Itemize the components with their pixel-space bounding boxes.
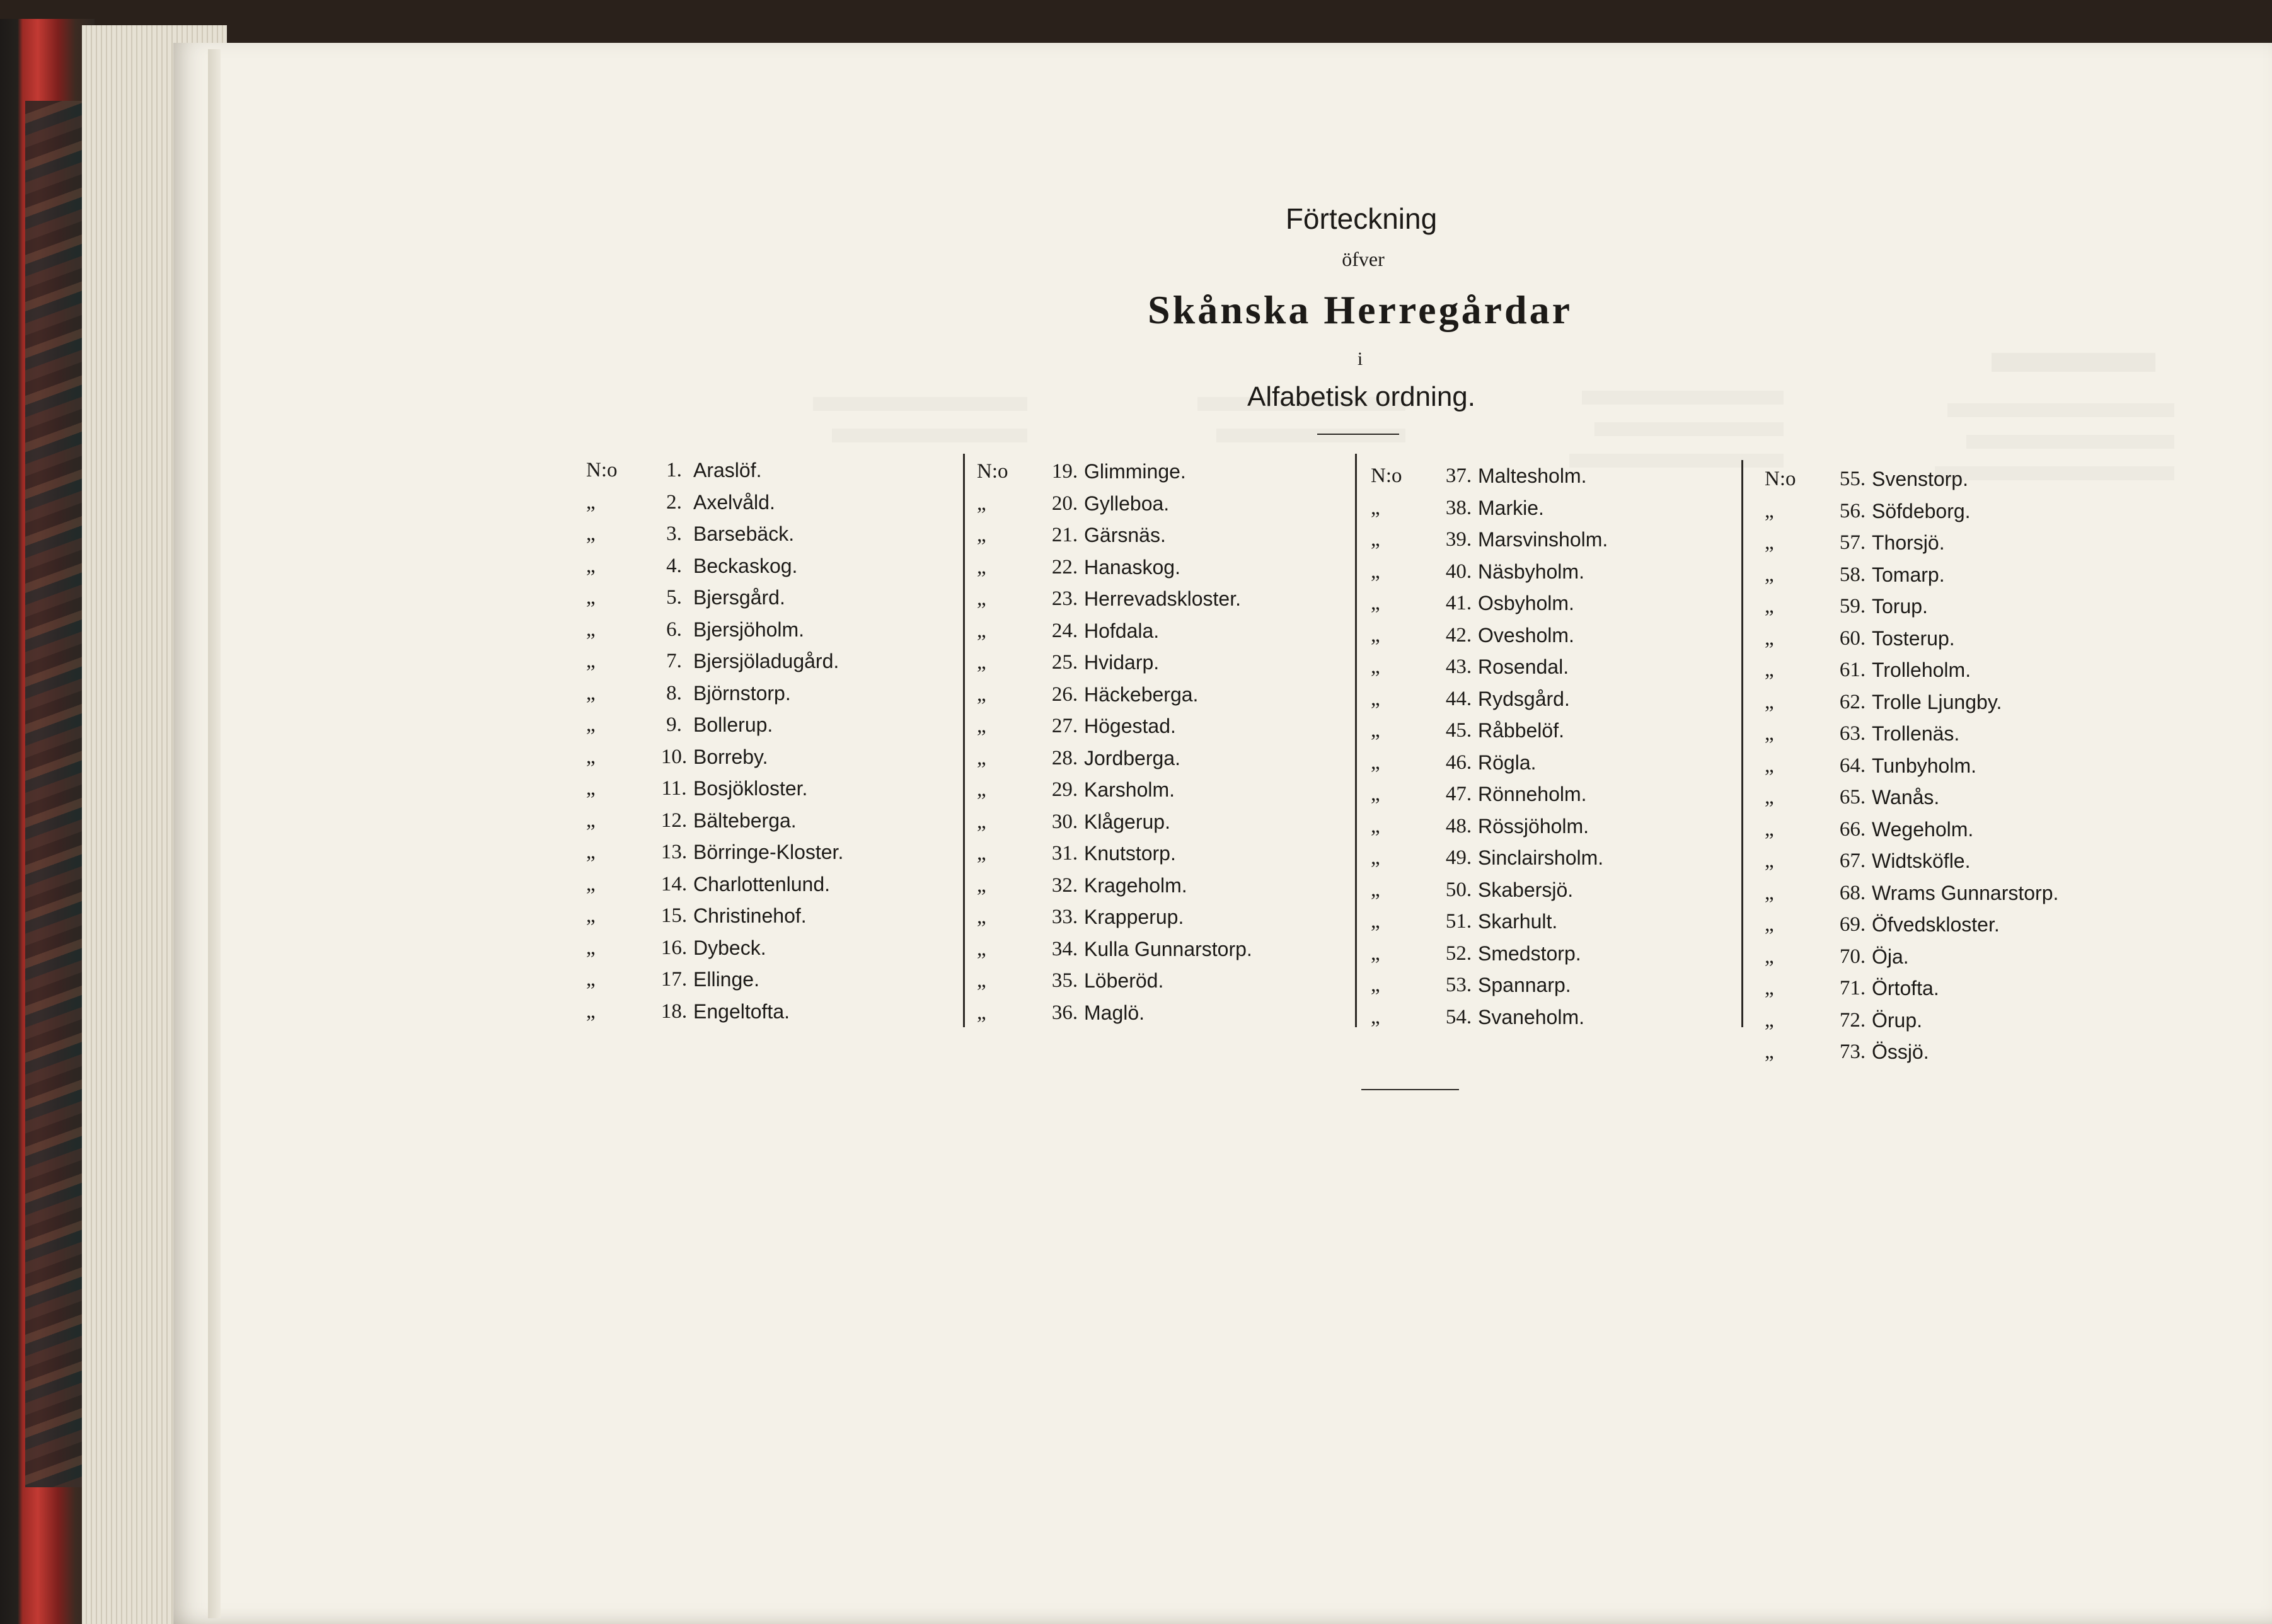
- entry-number: 37.: [1445, 464, 1472, 487]
- entry-number: 69.: [1839, 913, 1866, 936]
- entry-name: Glimminge.: [1084, 460, 1186, 483]
- entry-number: 63.: [1839, 722, 1866, 745]
- entry-name: Krapperup.: [1084, 906, 1184, 928]
- entry-number: 38.: [1445, 496, 1472, 519]
- entry-prefix: „: [1371, 974, 1380, 996]
- entry-number: 46.: [1445, 751, 1472, 774]
- entry-prefix: „: [586, 522, 596, 545]
- entry-prefix: „: [977, 651, 986, 674]
- entry-name: Rönneholm.: [1478, 783, 1587, 805]
- entry-name: Svenstorp.: [1872, 468, 1968, 490]
- entry-name: Jordberga.: [1084, 746, 1180, 769]
- entry-prefix: „: [586, 490, 596, 514]
- entry-name: Araslöf.: [693, 459, 762, 481]
- entry-prefix: „: [977, 619, 986, 642]
- entry-prefix: „: [1765, 977, 1774, 999]
- entry-number: 54.: [1445, 1005, 1472, 1028]
- entry-name: Krageholm.: [1084, 873, 1187, 897]
- entry-number: 28.: [1051, 746, 1078, 769]
- entry-prefix: „: [1765, 531, 1774, 554]
- entry-name: Löberöd.: [1084, 969, 1164, 992]
- entry-prefix: „: [1765, 1040, 1774, 1063]
- entry-name: Hofdala.: [1084, 619, 1160, 642]
- entry-name: Skarhult.: [1478, 910, 1558, 933]
- entry-number: 32.: [1051, 873, 1078, 897]
- index-column: [1371, 464, 1749, 1095]
- entry-number: 72.: [1839, 1008, 1866, 1032]
- entry-prefix: „: [1765, 849, 1774, 872]
- entry-number: 30.: [1051, 810, 1078, 833]
- entry-number: 19.: [1051, 460, 1078, 483]
- column-divider: [1355, 454, 1357, 1027]
- entry-number: 68.: [1839, 881, 1866, 904]
- bottom-rule: [1361, 1089, 1459, 1090]
- entry-name: Wrams Gunnarstorp.: [1872, 881, 2059, 904]
- entry-number: 66.: [1839, 817, 1866, 841]
- entry-name: Klågerup.: [1084, 810, 1170, 833]
- entry-name: Karsholm.: [1084, 778, 1175, 801]
- entry-number: 60.: [1839, 626, 1866, 650]
- entry-prefix: „: [1765, 945, 1774, 968]
- entry-name: Trolleholm.: [1872, 659, 1971, 681]
- entry-number: 65.: [1839, 786, 1866, 809]
- entry-name: Dybeck.: [693, 936, 766, 959]
- entry-number: 64.: [1839, 754, 1866, 777]
- heading-ofver: öfver: [1342, 248, 1385, 270]
- page-gutter: [208, 49, 221, 1618]
- heading-rule: [1317, 434, 1399, 435]
- entry-prefix: „: [586, 777, 596, 800]
- entry-prefix: „: [977, 715, 986, 737]
- entry-name: Rosendal.: [1478, 655, 1569, 678]
- entry-prefix: „: [1371, 592, 1380, 614]
- entry-number: 7.: [666, 650, 682, 672]
- entry-prefix: „: [586, 554, 596, 577]
- entry-name: Hvidarp.: [1084, 651, 1160, 674]
- entry-name: Trolle Ljungby.: [1872, 690, 2002, 713]
- entry-prefix: „: [977, 492, 986, 515]
- entry-name: Kulla Gunnarstorp.: [1084, 937, 1252, 960]
- entry-name: Ovesholm.: [1478, 623, 1574, 647]
- entry-number: 24.: [1051, 619, 1078, 642]
- entry-prefix: N:o: [1765, 468, 1796, 490]
- heading-i: i: [1357, 348, 1363, 369]
- page-title: Skånska Herregårdar: [1148, 287, 1572, 332]
- entry-number: 23.: [1051, 587, 1078, 610]
- entry-prefix: „: [586, 586, 596, 609]
- entry-prefix: „: [1765, 786, 1774, 809]
- marbled-endpaper: [25, 101, 85, 1487]
- entry-number: 4.: [666, 554, 682, 577]
- entry-name: Marsvinsholm.: [1478, 528, 1608, 551]
- entry-name: Skabersjö.: [1478, 878, 1574, 901]
- entry-name: Herrevadskloster.: [1084, 587, 1241, 610]
- entry-number: 35.: [1051, 969, 1078, 992]
- entry-prefix: „: [977, 873, 986, 897]
- entry-number: 49.: [1445, 846, 1472, 869]
- entry-prefix: N:o: [1371, 464, 1402, 487]
- entry-prefix: „: [1371, 528, 1380, 551]
- entry-prefix: „: [1371, 719, 1380, 742]
- entry-name: Borreby.: [693, 745, 768, 768]
- entry-prefix: „: [977, 746, 986, 769]
- entry-name: Tomarp.: [1872, 563, 1945, 586]
- entry-number: 18.: [660, 999, 688, 1023]
- entry-number: 36.: [1051, 1001, 1078, 1024]
- index-column: [977, 460, 1355, 1090]
- entry-name: Bosjökloster.: [693, 777, 808, 800]
- entry-number: 5.: [666, 586, 682, 609]
- entry-number: 43.: [1445, 655, 1472, 678]
- entry-number: 58.: [1839, 563, 1866, 586]
- entry-prefix: „: [977, 937, 986, 960]
- entry-prefix: „: [1765, 817, 1774, 841]
- entry-number: 40.: [1445, 560, 1472, 583]
- entry-number: 48.: [1445, 814, 1472, 838]
- entry-number: 12.: [660, 809, 688, 832]
- entry-number: 6.: [666, 618, 682, 641]
- entry-prefix: „: [1765, 1008, 1774, 1032]
- entry-prefix: „: [977, 778, 986, 801]
- entry-name: Näsbyholm.: [1478, 560, 1584, 583]
- entry-prefix: „: [1371, 687, 1380, 710]
- entry-prefix: „: [586, 968, 596, 991]
- entry-name: Thorsjö.: [1872, 531, 1945, 554]
- entry-name: Knutstorp.: [1084, 842, 1176, 865]
- entry-name: Öfvedskloster.: [1872, 913, 2000, 936]
- entry-number: 25.: [1051, 651, 1078, 674]
- column-divider: [963, 454, 965, 1027]
- entry-number: 3.: [666, 522, 682, 545]
- entry-name: Trollenäs.: [1872, 722, 1960, 745]
- entry-prefix: „: [586, 745, 596, 768]
- entry-name: Bjersjöladugård.: [693, 650, 839, 672]
- index-column: [586, 459, 964, 1089]
- entry-number: 17.: [660, 968, 688, 991]
- entry-name: Wegeholm.: [1872, 817, 1974, 841]
- entry-name: Hanaskog.: [1084, 555, 1180, 579]
- entry-number: 56.: [1839, 499, 1866, 522]
- entry-name: Söfdeborg.: [1872, 499, 1971, 522]
- entry-name: Össjö.: [1872, 1040, 1929, 1063]
- entry-number: 29.: [1051, 778, 1078, 801]
- entry-number: 57.: [1839, 531, 1866, 554]
- entry-prefix: „: [1765, 595, 1774, 618]
- entry-name: Axelvåld.: [693, 490, 775, 514]
- entry-number: 10.: [660, 745, 688, 768]
- entry-name: Widtsköfle.: [1872, 849, 1971, 872]
- entry-prefix: „: [1765, 659, 1774, 681]
- entry-prefix: „: [1765, 563, 1774, 586]
- entry-name: Börringe-Kloster.: [693, 841, 844, 863]
- entry-number: 50.: [1445, 878, 1472, 901]
- entry-name: Charlottenlund.: [693, 872, 831, 896]
- entry-name: Torup.: [1872, 595, 1928, 618]
- entry-prefix: „: [586, 872, 596, 896]
- entry-name: Markie.: [1478, 496, 1544, 519]
- entry-number: 33.: [1051, 906, 1078, 928]
- entry-name: Beckaskog.: [693, 554, 798, 577]
- entry-name: Råbbelöf.: [1478, 719, 1564, 742]
- entry-prefix: „: [1765, 626, 1774, 650]
- entry-prefix: „: [1765, 690, 1774, 713]
- heading-alfabetisk: Alfabetisk ordning.: [1247, 381, 1475, 412]
- entry-number: 59.: [1839, 595, 1866, 618]
- entry-name: Örup.: [1872, 1008, 1923, 1032]
- entry-prefix: „: [977, 524, 986, 546]
- entry-prefix: „: [586, 841, 596, 863]
- entry-prefix: „: [977, 587, 986, 610]
- entry-number: 44.: [1445, 687, 1472, 710]
- entry-prefix: „: [586, 936, 596, 959]
- entry-number: 71.: [1839, 977, 1866, 999]
- entry-number: 73.: [1839, 1040, 1866, 1063]
- entry-number: 61.: [1839, 659, 1866, 681]
- entry-number: 1.: [666, 459, 682, 481]
- entry-name: Gärsnäs.: [1084, 524, 1166, 546]
- entry-prefix: „: [586, 618, 596, 641]
- entry-number: 47.: [1445, 783, 1472, 805]
- entry-prefix: „: [1371, 751, 1380, 774]
- heading-forteckning: Förteckning: [1285, 202, 1438, 235]
- entry-number: 67.: [1839, 849, 1866, 872]
- entry-name: Maglö.: [1084, 1001, 1145, 1024]
- entry-prefix: „: [1765, 499, 1774, 522]
- entry-name: Tunbyholm.: [1872, 754, 1976, 777]
- entry-name: Bjersgård.: [693, 586, 785, 609]
- entry-prefix: „: [977, 969, 986, 992]
- entry-number: 26.: [1051, 682, 1078, 706]
- entry-prefix: „: [1371, 1005, 1380, 1028]
- entry-prefix: „: [1765, 881, 1774, 904]
- entry-prefix: „: [586, 713, 596, 736]
- entry-prefix: „: [1371, 560, 1380, 583]
- entry-prefix: „: [1765, 754, 1774, 777]
- entry-name: Christinehof.: [693, 904, 807, 927]
- entry-number: 9.: [666, 713, 682, 736]
- entry-name: Barsebäck.: [693, 522, 795, 545]
- entry-name: Sinclairsholm.: [1478, 846, 1604, 869]
- entry-number: 16.: [660, 936, 688, 959]
- entry-number: 22.: [1051, 555, 1078, 579]
- entry-number: 13.: [660, 841, 688, 863]
- entry-prefix: „: [1371, 814, 1380, 838]
- entry-name: Osbyholm.: [1478, 592, 1574, 614]
- entry-name: Rögla.: [1478, 751, 1537, 774]
- entry-number: 11.: [661, 777, 687, 800]
- entry-number: 2.: [666, 490, 682, 514]
- entry-prefix: „: [1371, 655, 1380, 678]
- entry-number: 31.: [1051, 842, 1078, 865]
- entry-name: Engeltofta.: [693, 999, 790, 1023]
- entry-name: Maltesholm.: [1478, 464, 1587, 487]
- entry-prefix: „: [1371, 783, 1380, 805]
- entry-number: 51.: [1445, 910, 1472, 933]
- entry-prefix: „: [1371, 878, 1380, 901]
- column-divider: [1741, 460, 1743, 1027]
- entry-number: 34.: [1051, 937, 1078, 960]
- entry-prefix: „: [1371, 910, 1380, 933]
- entry-prefix: „: [586, 904, 596, 927]
- entry-number: 8.: [666, 681, 682, 705]
- entry-name: Spannarp.: [1478, 974, 1571, 996]
- entry-prefix: „: [1765, 722, 1774, 745]
- entry-prefix: „: [977, 906, 986, 928]
- entry-prefix: N:o: [977, 460, 1008, 483]
- entry-name: Bollerup.: [693, 713, 773, 736]
- entry-prefix: „: [1371, 846, 1380, 869]
- entry-prefix: „: [586, 999, 596, 1023]
- entry-number: 41.: [1445, 592, 1472, 614]
- entry-name: Bjersjöholm.: [693, 618, 805, 641]
- entry-prefix: „: [586, 681, 596, 705]
- entry-prefix: „: [1765, 913, 1774, 936]
- entry-prefix: „: [977, 682, 986, 706]
- entry-number: 20.: [1051, 492, 1078, 515]
- entry-number: 52.: [1445, 942, 1472, 965]
- entry-name: Gylleboa.: [1084, 492, 1170, 515]
- entry-prefix: N:o: [586, 459, 618, 481]
- entry-prefix: „: [977, 555, 986, 579]
- entry-name: Svaneholm.: [1478, 1005, 1584, 1028]
- entry-name: Ellinge.: [693, 968, 759, 991]
- entry-number: 70.: [1839, 945, 1866, 968]
- entry-number: 62.: [1839, 690, 1866, 713]
- entry-name: Öja.: [1872, 945, 1909, 968]
- entry-name: Örtofta.: [1872, 977, 1939, 999]
- entry-name: Wanås.: [1872, 786, 1940, 809]
- entry-prefix: „: [586, 809, 596, 832]
- entry-prefix: „: [1371, 942, 1380, 965]
- entry-number: 45.: [1445, 719, 1472, 742]
- entry-number: 27.: [1051, 715, 1078, 737]
- entry-prefix: „: [586, 650, 596, 672]
- entry-name: Tosterup.: [1872, 626, 1955, 650]
- entry-prefix: „: [977, 1001, 986, 1024]
- entry-name: Smedstorp.: [1478, 942, 1581, 965]
- entry-name: Högestad.: [1084, 715, 1176, 737]
- entry-number: 53.: [1445, 974, 1472, 996]
- entry-number: 42.: [1445, 623, 1472, 647]
- entry-prefix: „: [977, 842, 986, 865]
- entry-number: 39.: [1445, 528, 1472, 551]
- entry-name: Björnstorp.: [693, 681, 791, 705]
- entry-name: Rössjöholm.: [1478, 814, 1589, 838]
- entry-name: Bälteberga.: [693, 809, 797, 832]
- entry-prefix: „: [977, 810, 986, 833]
- entry-prefix: „: [1371, 496, 1380, 519]
- entry-name: Häckeberga.: [1084, 682, 1199, 706]
- entry-number: 21.: [1051, 524, 1078, 546]
- index-column: [1765, 468, 2143, 1098]
- entry-prefix: „: [1371, 623, 1380, 647]
- entry-name: Rydsgård.: [1478, 687, 1570, 710]
- entry-number: 14.: [660, 872, 688, 896]
- entry-number: 55.: [1839, 468, 1866, 490]
- entry-number: 15.: [660, 904, 688, 927]
